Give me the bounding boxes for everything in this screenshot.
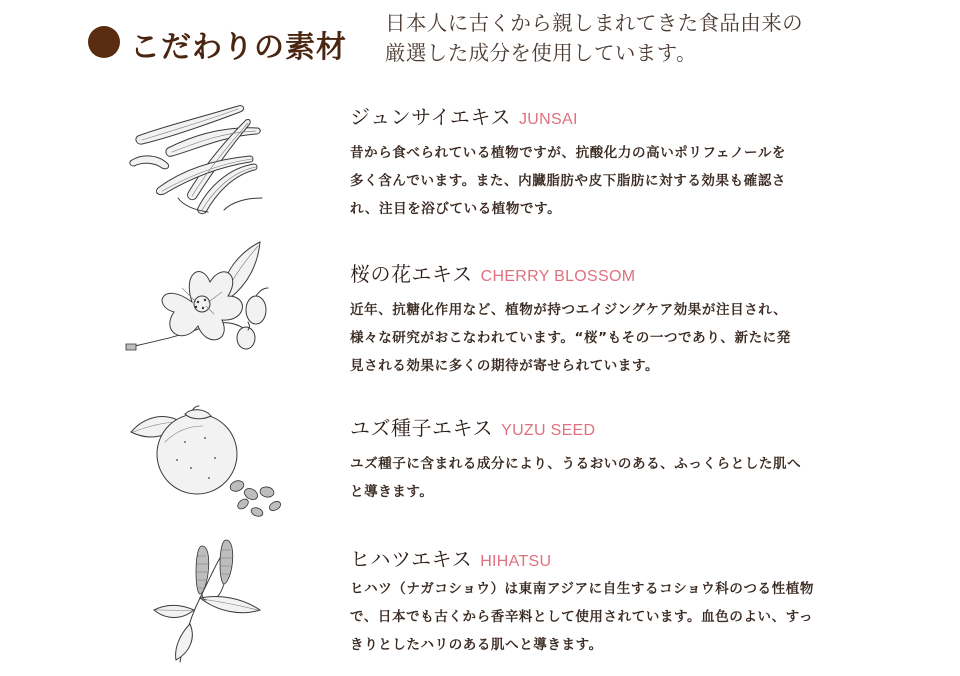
desc-line: 近年、抗糖化作用など、植物が持つエイジングケア効果が注目され、 (350, 302, 788, 318)
item-title-ja: ユズ種子エキス (350, 416, 494, 440)
desc-line: 様々な研究がおこなわれています。“桜”もその一つであり、新たに発 (350, 330, 791, 346)
item-title-ja: 桜の花エキス (350, 262, 473, 286)
desc-line: れ、注目を浴びている植物です。 (350, 201, 562, 217)
bullet-circle-icon (88, 26, 120, 58)
item-title-en: YUZU SEED (501, 422, 596, 439)
desc-line: で、日本でも古くから香辛料として使用されています。血色のよい、すっ (350, 609, 814, 625)
desc-line: 昔から食べられている植物ですが、抗酸化力の高いポリフェノールを (350, 145, 787, 161)
item-title-en: JUNSAI (519, 111, 578, 128)
junsai-illustration-icon (128, 98, 268, 218)
section-header (0, 0, 960, 80)
desc-line: ヒハツ（ナガコショウ）は東南アジアに自生するコショウ科のつる性植物 (350, 581, 814, 597)
item-title-ja: ヒハツエキス (350, 547, 473, 571)
hihatsu-title (350, 543, 551, 572)
cherry-blossom-title (350, 258, 635, 287)
cherry-blossom-illustration-icon (122, 240, 282, 365)
junsai-title (350, 101, 578, 130)
desc-line: 見される効果に多くの期待が寄せられています。 (350, 358, 660, 374)
desc-line: ユズ種子に含まれる成分により、うるおいのある、ふっくらとした肌へ (350, 456, 802, 472)
section-title: こだわりの素材 (130, 30, 347, 65)
intro-text (385, 8, 865, 68)
item-title-ja: ジュンサイエキス (350, 105, 511, 129)
intro-line: 厳選した成分を使用しています。 (385, 41, 697, 65)
yuzu-illustration-icon (125, 402, 285, 522)
intro-line: 日本人に古くから親しまれてきた食品由来の (385, 11, 803, 35)
junsai-description (350, 139, 870, 223)
item-title-en: CHERRY BLOSSOM (480, 268, 636, 285)
yuzu-seed-description (350, 450, 870, 506)
hihatsu-description (350, 575, 870, 659)
desc-line: と導きます。 (350, 484, 434, 500)
hihatsu-illustration-icon (150, 538, 280, 664)
desc-line: きりとしたハリのある肌へと導きます。 (350, 637, 603, 653)
desc-line: 多く含んでいます。また、内臓脂肪や皮下脂肪に対する効果も確認さ (350, 173, 787, 189)
yuzu-seed-title (350, 412, 595, 441)
cherry-blossom-description (350, 296, 870, 380)
item-title-en: HIHATSU (480, 553, 552, 570)
